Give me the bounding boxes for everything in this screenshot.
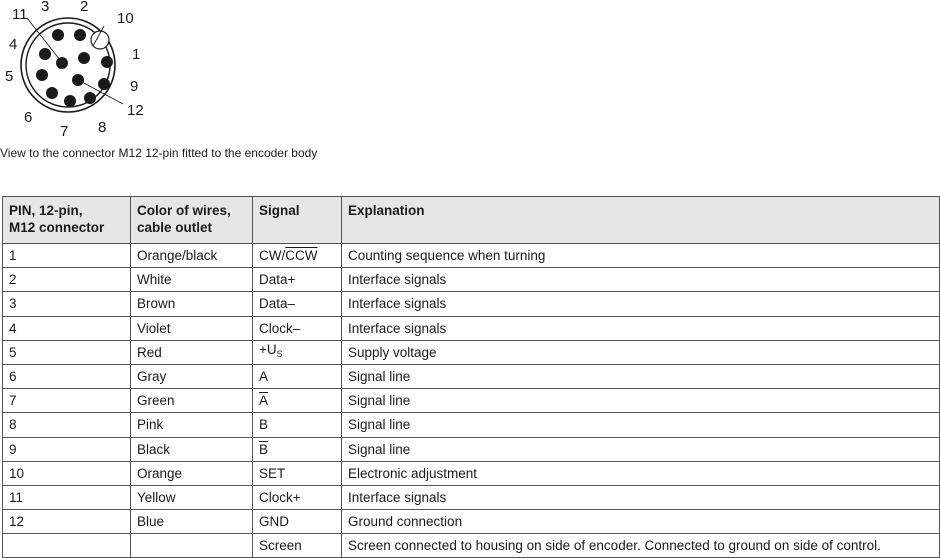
cell-explanation: Signal line (342, 437, 940, 461)
connector-pinout-diagram (0, 0, 170, 140)
cell-signal: Screen (253, 534, 342, 558)
pin-12-dot (72, 74, 84, 86)
cell-pin: 10 (3, 461, 131, 485)
cell-color: Black (131, 437, 253, 461)
pin-label-8: 8 (98, 119, 107, 136)
cell-color (131, 534, 253, 558)
table-row (3, 340, 940, 364)
cell-signal: $+U_S$ (253, 340, 342, 364)
pin-9-dot (98, 78, 110, 90)
table-row (3, 316, 940, 340)
cell-pin: 12 (3, 510, 131, 534)
pin-label-6: 6 (24, 109, 33, 126)
cell-color: Yellow (131, 485, 253, 509)
header-pin: PIN, 12-pin, M12 connector (3, 197, 131, 244)
cell-explanation: Interface signals (342, 292, 940, 316)
cell-signal: $CW/\overline{CCW}$ (253, 244, 342, 268)
pin-8-dot (84, 92, 96, 104)
table-row (3, 244, 940, 268)
pin-label-7: 7 (60, 123, 69, 140)
cell-color: Violet (131, 316, 253, 340)
pin-label-11: 11 (12, 6, 28, 23)
pin-center-dot (78, 52, 90, 64)
pin-7-dot (64, 95, 76, 107)
cell-explanation: Interface signals (342, 268, 940, 292)
cell-signal: Clock+ (253, 485, 342, 509)
cell-color: Brown (131, 292, 253, 316)
cell-explanation: Supply voltage (342, 340, 940, 364)
pin-2-dot (74, 29, 86, 41)
pin-3-dot (52, 29, 64, 41)
cell-signal: $\overline{B}$ (253, 437, 342, 461)
cell-pin: 11 (3, 485, 131, 509)
pin-label-2: 2 (80, 0, 89, 15)
table-header-row (3, 197, 940, 244)
table-row (3, 413, 940, 437)
cell-signal: Clock– (253, 316, 342, 340)
cell-signal: B (253, 413, 342, 437)
pin-label-9: 9 (130, 78, 139, 95)
cell-pin: 1 (3, 244, 131, 268)
header-explanation: Explanation (342, 197, 940, 244)
cell-pin: 2 (3, 268, 131, 292)
pin-6-dot (46, 87, 58, 99)
cell-explanation: Screen connected to housing on side of encoder. Connected to ground on side of control. (342, 534, 940, 558)
pin-label-12: 12 (127, 102, 144, 119)
cell-color: Green (131, 389, 253, 413)
cell-pin: 5 (3, 340, 131, 364)
pin-label-4: 4 (9, 36, 18, 53)
cell-pin: 7 (3, 389, 131, 413)
cell-signal: A (253, 364, 342, 388)
cell-explanation: Interface signals (342, 485, 940, 509)
table-row (3, 437, 940, 461)
cell-pin: 9 (3, 437, 131, 461)
header-signal: Signal (253, 197, 342, 244)
cell-color: Orange (131, 461, 253, 485)
table-row (3, 292, 940, 316)
cell-pin: 6 (3, 364, 131, 388)
pin-label-10: 10 (117, 10, 134, 27)
table-row (3, 389, 940, 413)
table-row (3, 461, 940, 485)
cell-explanation: Signal line (342, 364, 940, 388)
pin-4-dot (39, 48, 51, 60)
cell-explanation: Ground connection (342, 510, 940, 534)
pin-label-3: 3 (41, 0, 50, 15)
table-row (3, 485, 940, 509)
cell-explanation: Signal line (342, 413, 940, 437)
cell-pin: 4 (3, 316, 131, 340)
pin-label-5: 5 (5, 68, 14, 85)
cell-color: White (131, 268, 253, 292)
cell-signal: SET (253, 461, 342, 485)
table-row (3, 364, 940, 388)
cell-explanation: Interface signals (342, 316, 940, 340)
cell-color: Red (131, 340, 253, 364)
cell-pin: 8 (3, 413, 131, 437)
cell-explanation: Signal line (342, 389, 940, 413)
cell-signal: Data+ (253, 268, 342, 292)
cell-pin: 3 (3, 292, 131, 316)
table-row (3, 268, 940, 292)
pin-assignment-table (2, 196, 940, 558)
pin-1-dot (101, 56, 113, 68)
cell-color: Blue (131, 510, 253, 534)
table-row (3, 510, 940, 534)
cell-color: Gray (131, 364, 253, 388)
cell-color: Pink (131, 413, 253, 437)
cell-explanation: Electronic adjustment (342, 461, 940, 485)
header-color: Color of wires, cable outlet (131, 197, 253, 244)
pin-5-dot (36, 69, 48, 81)
cell-signal: Data– (253, 292, 342, 316)
cell-pin (3, 534, 131, 558)
pin-label-1: 1 (132, 46, 141, 63)
cell-signal: GND (253, 510, 342, 534)
cell-signal: $\overline{A}$ (253, 389, 342, 413)
cell-color: Orange/black (131, 244, 253, 268)
diagram-caption: View to the connector M12 12-pin fitted to the encoder body (0, 146, 318, 160)
table-row (3, 534, 940, 558)
cell-explanation: Counting sequence when turning (342, 244, 940, 268)
pin-11-dot (56, 57, 68, 69)
